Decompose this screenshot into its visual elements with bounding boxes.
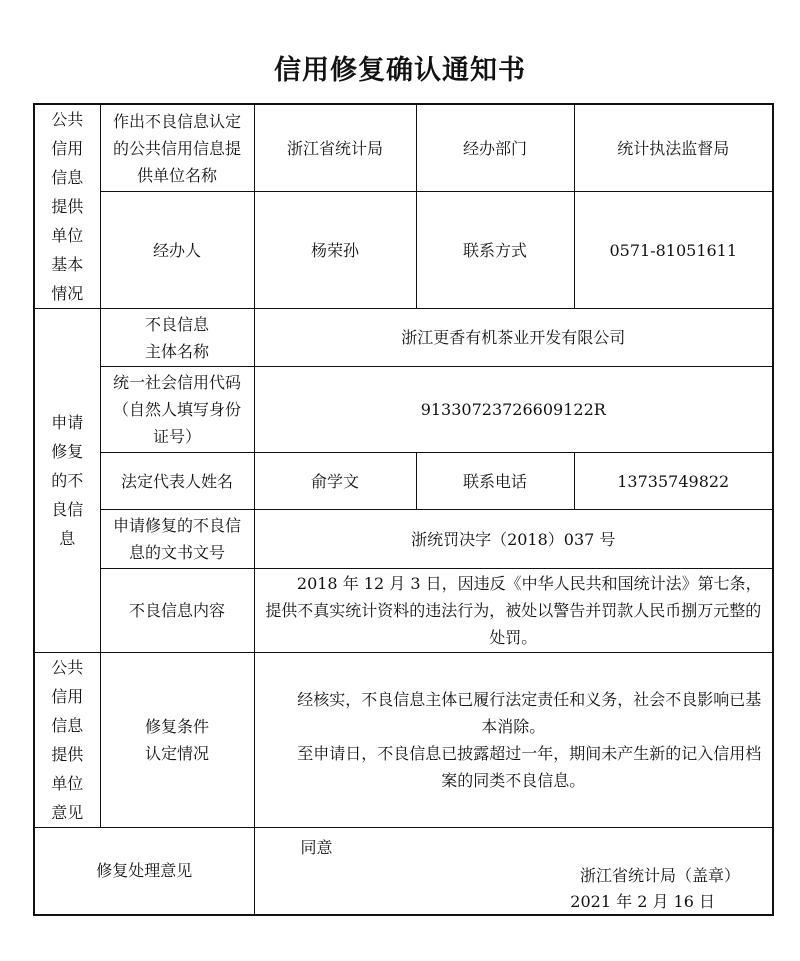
section-opinion-label: 公共信用信息提供单位意见 <box>34 653 100 828</box>
document-no-label: 申请修复的不良信息的文书文号 <box>100 510 254 569</box>
handler-row <box>34 192 773 309</box>
bad-info-content-text: 2018 年 12 月 3 日，因违反《中华人民共和国统计法》第七条，提供不真实统计资料的违法行为，被处以警告并罚款人民币捌万元整的处罚。 <box>265 574 762 647</box>
decision-row <box>34 828 773 915</box>
document-no-row <box>34 510 773 569</box>
decision-date: 2021 年 2 月 16 日 <box>570 892 715 911</box>
repair-condition-value <box>254 653 773 828</box>
credit-code-label: 统一社会信用代码（自然人填写身份证号） <box>100 367 254 453</box>
contact-label: 联系方式 <box>416 192 574 309</box>
repair-condition-para-1: 经核实，不良信息主体已履行法定责任和义务，社会不良影响已基本消除。 <box>297 690 762 736</box>
confirmation-form-table <box>33 103 774 916</box>
bad-info-content-row <box>34 569 773 653</box>
contact-value: 0571-81051611 <box>574 192 773 309</box>
repair-condition-label-line1: 修复条件 <box>144 717 209 736</box>
dept-value: 统计执法监督局 <box>574 104 773 192</box>
credit-code-value: 91330723726609122R <box>254 367 773 453</box>
repair-condition-row <box>34 653 773 828</box>
legal-rep-row <box>34 453 773 510</box>
bad-info-content-value <box>254 569 773 653</box>
phone-value: 13735749822 <box>574 453 773 510</box>
dept-label: 经办部门 <box>416 104 574 192</box>
provider-name-label: 作出不良信息认定的公共信用信息提供单位名称 <box>100 104 254 192</box>
provider-row <box>34 104 773 192</box>
document-no-value: 浙统罚决字（2018）037 号 <box>254 510 773 569</box>
document-title: 信用修复确认通知书 <box>274 55 526 86</box>
decision-value <box>254 828 773 915</box>
subject-name-label-line1: 不良信息 <box>144 314 209 334</box>
repair-condition-label-line2: 认定情况 <box>144 744 209 763</box>
bad-info-content-label: 不良信息内容 <box>100 569 254 653</box>
subject-name-label-line2: 主体名称 <box>144 341 209 361</box>
provider-name-value: 浙江省统计局 <box>254 104 416 192</box>
decision-label: 修复处理意见 <box>34 828 254 915</box>
credit-code-row <box>34 367 773 453</box>
subject-row <box>34 309 773 367</box>
section-bad-info-label: 申请修复的不良信息 <box>34 309 100 653</box>
subject-name-value: 浙江更香有机茶业开发有限公司 <box>254 309 773 367</box>
handler-label: 经办人 <box>100 192 254 309</box>
legal-rep-label: 法定代表人姓名 <box>100 453 254 510</box>
repair-condition-para-2: 至申请日，不良信息已披露超过一年，期间未产生新的记入信用档案的同类不良信息。 <box>297 744 762 790</box>
decision-signer: 浙江省统计局（盖章） <box>579 866 740 885</box>
section-provider-label: 公共信用信息提供单位基本情况 <box>34 104 100 309</box>
repair-condition-label <box>100 653 254 828</box>
decision-agree-text: 同意 <box>300 838 333 857</box>
phone-label: 联系电话 <box>416 453 574 510</box>
handler-value: 杨荣孙 <box>254 192 416 309</box>
legal-rep-value: 俞学文 <box>254 453 416 510</box>
subject-name-label <box>100 309 254 367</box>
